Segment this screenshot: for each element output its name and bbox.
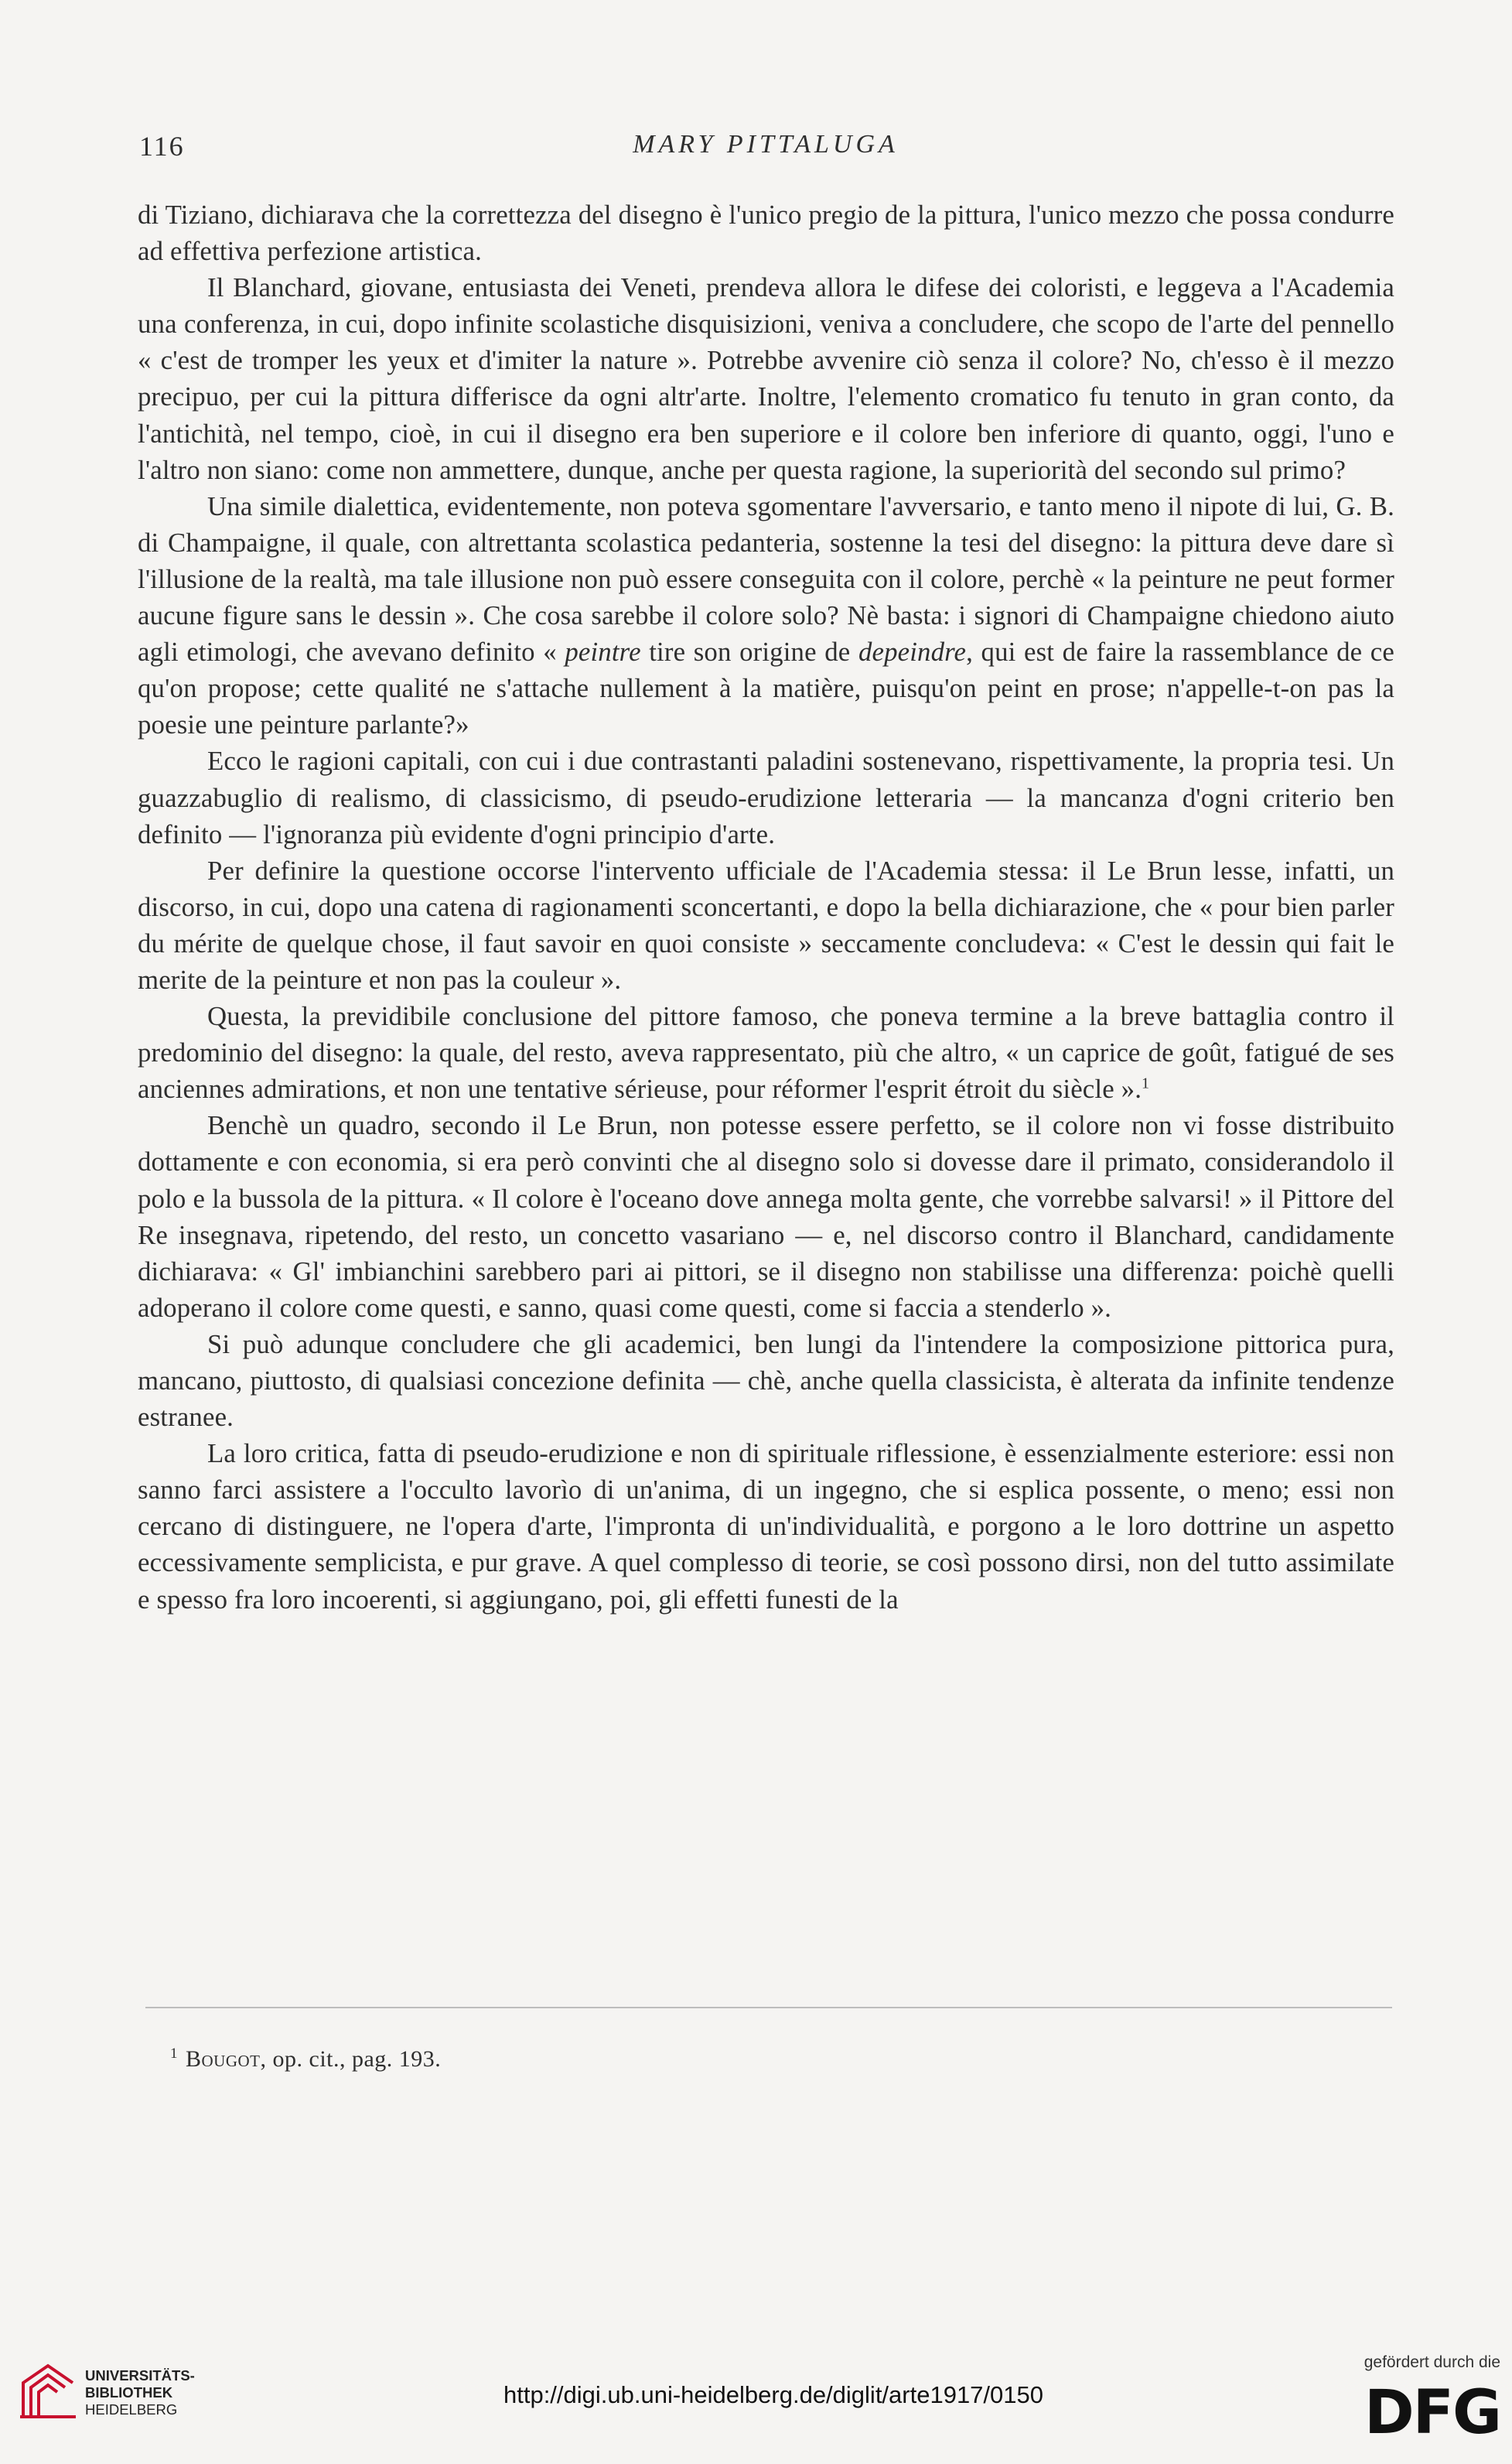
running-title: MARY PITTALUGA <box>633 130 899 159</box>
paragraph <box>138 998 1394 1107</box>
italic-term: depeindre <box>858 637 967 668</box>
library-name-line: BIBLIOTHEK <box>85 2384 173 2401</box>
university-library-logo[interactable] <box>17 2360 272 2434</box>
library-name-line: HEIDELBERG <box>85 2401 178 2418</box>
footnote-author: Bougot <box>186 2046 261 2072</box>
body-text <box>138 197 1394 1618</box>
page-number: 116 <box>139 131 185 162</box>
footnote-citation: , op. cit., pag. 193. <box>260 2046 442 2072</box>
paragraph-text: tire son origine de <box>640 637 858 668</box>
paragraph: La loro critica, fatta di pseudo-erudizione e non di spirituale riflessione, è essenzialmente esteriore: essi non sanno farci assistere a l'occulto lavorìo di un'anima, di un ingegno, che si esplica possente, o meno; essi non cercano di distinguere, ne l'opera d'arte, l'impronta di un'individualità, e porgono a le loro dottrine un aspetto eccessivamente semplicista, e pur grave. A quel complesso di teorie, se così possono dirsi, non del tutto assimilate e spesso fra loro incoerenti, si aggiungano, poi, gli effetti funesti de la <box>138 1438 1394 1615</box>
paragraph: Si può adunque concludere che gli academici, ben lungi da l'intendere la composizione pittorica pura, mancano, piuttosto, di qualsiasi concezione definita — chè, anche quella classicista, è alterata da infinite tendenze estranee. <box>138 1328 1394 1433</box>
dfg-logo-mark: DFG <box>1364 2378 1500 2448</box>
paragraph: Ecco le ragioni capitali, con cui i due contrastanti paladini sostenevano, rispettivamente, la propria tesi. Un guazzabuglio di realismo, di classicismo, di pseudo-erudizione letteraria — la mancanza d'ogni criterio ben definito — l'ignoranza più evidente d'ogni principio d'arte. <box>138 746 1394 849</box>
library-emblem-icon <box>17 2360 79 2421</box>
library-name-line: UNIVERSITÄTS- <box>85 2367 195 2384</box>
dfg-caption: gefördert durch die <box>1364 2353 1500 2371</box>
paragraph-text: , qui est de faire la rassemblance de ce qu'on propose; cette qualité ne s'attache nullement à la matière, puisqu'on peint en prose; n'appelle-t-on pas la poesie une peinture parlante?» <box>138 637 1394 740</box>
paragraph: Benchè un quadro, secondo il Le Brun, non potesse essere perfetto, se il colore non vi fosse distribuito dottamente e con economia, si era però convinti che al disegno solo si dovesse dare il primato, considerandolo il polo e la bussola de la pittura. « Il colore è l'oceano dove annega molta gente, che vorrebbe salvarsi! » il Pittore del Re insegnava, ripetendo, del resto, un concetto vasariano — e, nel discorso contro il Blanchard, candidamente dichiarava: « Gl' imbianchini sarebbero pari ai pittori, se il disegno non stabilisse una differenza: poichè quelli adoperano il colore come questi, e sanno, quasi come questi, come si faccia a stenderlo ». <box>138 1110 1394 1323</box>
footnote-number: 1 <box>170 2045 178 2062</box>
dfg-funding-logo <box>1315 2352 1500 2452</box>
paragraph: Il Blanchard, giovane, entusiasta dei Veneti, prendeva allora le difese dei coloristi, e leggeva a l'Academia una conferenza, in cui, dopo infinite scolastiche disquisizioni, veniva a concludere, che scopo de l'arte del pennello « c'est de tromper les yeux et d'imiter la nature ». Potrebbe avvenire ciò senza il colore? No, ch'esso è il mezzo precipuo, per cui la pittura differisce da ogni altr'arte. Inoltre, l'elemento cromatico fu tenuto in gran conto, da l'antichità, nel tempo, cioè, in cui il disegno era ben superiore e il colore ben inferiore di quanto, oggi, l'uno e l'altro non siano: come non ammettere, dunque, anche per questa ragione, la superiorità del secondo sul primo? <box>138 272 1394 485</box>
footnote-reference[interactable]: 1 <box>1142 1075 1150 1092</box>
paragraph-text: Questa, la previdibile conclusione del pittore famoso, che poneva termine a la breve battaglia contro il predominio del disegno: la quale, del resto, aveva rappresentato, più che altro, « un caprice de goût, fatigué de ses anciennes admirations, et non une tentative sérieuse, pour réformer l'esprit étroit du siècle ». <box>138 1001 1394 1105</box>
paragraph: Per definire la questione occorse l'intervento ufficiale de l'Academia stessa: il Le Brun lesse, infatti, un discorso, in cui, dopo una catena di ragionamenti sconcertanti, e dopo la bella dichiarazione, che « pour bien parler du mérite de quelque chose, il faut savoir en quoi consiste » seccamente concludeva: « C'est le dessin qui fait le merite de la peinture et non pas la couleur ». <box>138 855 1394 995</box>
paragraph-text: Una simile dialettica, evidentemente, non poteva sgomentare l'avversario, e tanto meno il nipote di lui, G. B. di Champaigne, il quale, con altrettanta scolastica pedanteria, sostenne la tesi del disegno: la pittura deve dare sì l'illusione de la realtà, ma tale illusione non può essere conseguita con il colore, perchè « la peinture ne peut former aucune figure sans le dessin ». Che cosa sarebbe il colore solo? Nè basta: i signori di Champaigne chiedono aiuto agli etimologi, che avevano definito « <box>138 490 1394 668</box>
paragraph <box>138 488 1394 743</box>
permalink-url[interactable]: http://digi.ub.uni-heidelberg.de/diglit/arte1917/0150 <box>503 2381 1043 2408</box>
footnote <box>170 2046 441 2073</box>
footnote-divider <box>145 2007 1392 2008</box>
italic-term: peintre <box>565 637 641 668</box>
page-header <box>139 130 1392 169</box>
paragraph: di Tiziano, dichiarava che la correttezza del disegno è l'unico pregio de la pittura, l'unico mezzo che possa condurre ad effettiva perfezione artistica. <box>138 200 1394 267</box>
library-name <box>85 2367 195 2418</box>
